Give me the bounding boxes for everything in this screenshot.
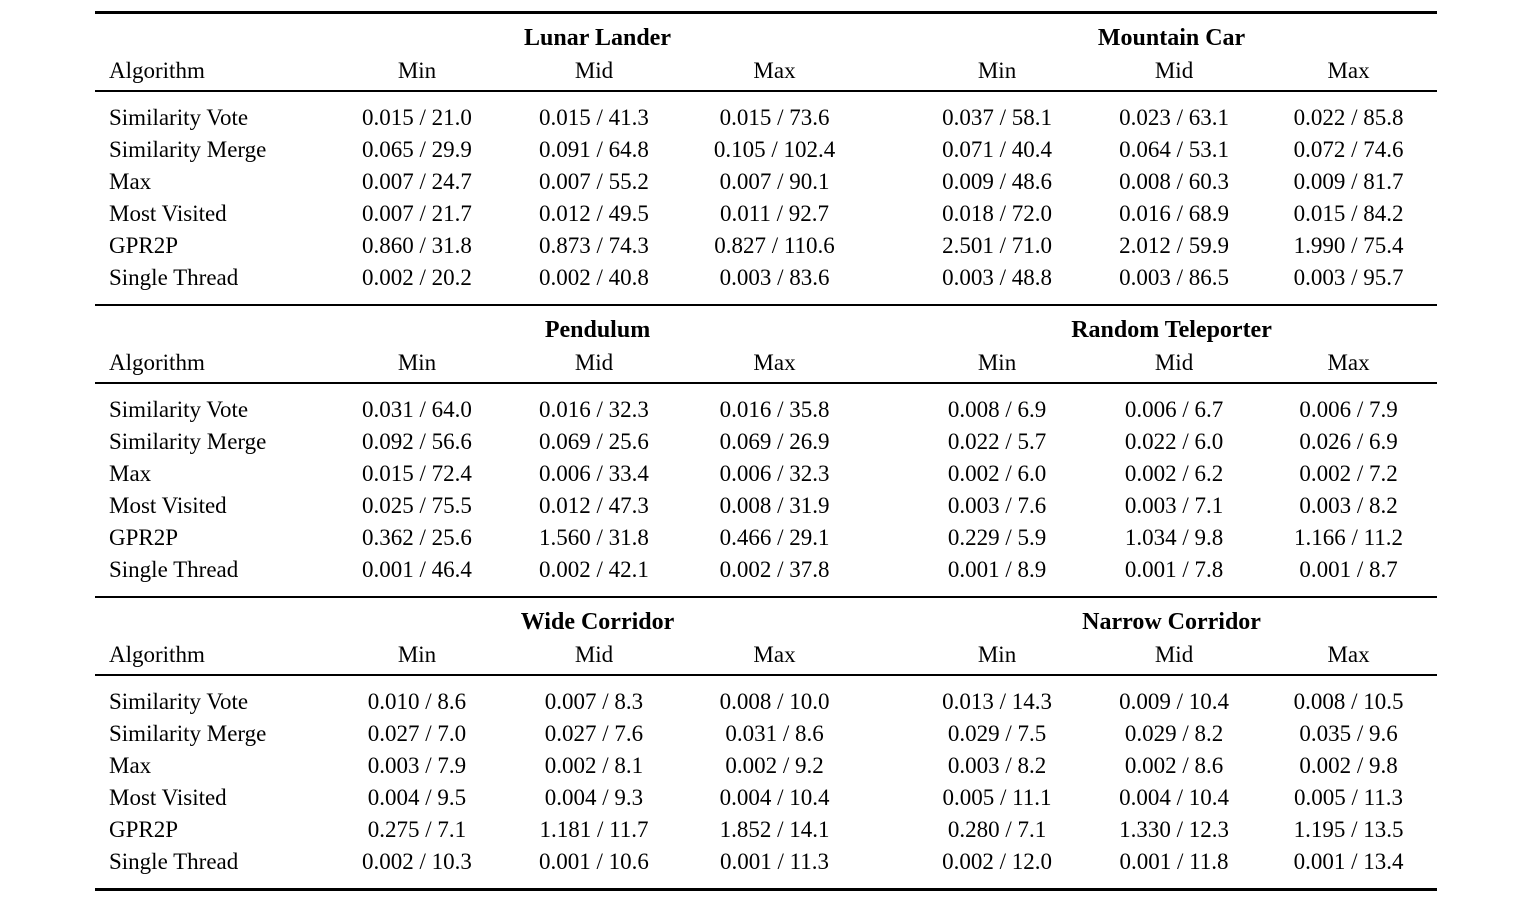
algorithm-name: Single Thread [109,557,239,582]
group-gap-cell [866,718,906,750]
value-cell-right-mid: 1.034 / 9.8 [1124,525,1224,550]
value-cell-left-mid: 0.015 / 41.3 [539,105,649,130]
value-cell-right-max: 0.015 / 84.2 [1293,201,1404,226]
value-cell-right-mid: 0.023 / 63.1 [1119,105,1229,130]
value-cell-right-max: 0.072 / 74.6 [1293,137,1404,162]
table-row [95,383,1437,426]
value-cell-right-max: 1.990 / 75.4 [1293,233,1404,258]
value-cell-left-mid: 0.012 / 47.3 [539,493,649,518]
column-header-min: Min [906,52,1088,91]
env-title-left: Wide Corridor [329,597,866,636]
value-cell-left-min: 0.065 / 29.9 [362,137,472,162]
group-gap-cell [866,305,906,344]
value-cell-right-mid: 0.004 / 10.4 [1119,785,1229,810]
algorithm-name: Similarity Merge [109,429,267,454]
value-cell-left-max: 0.827 / 110.6 [714,233,835,258]
value-cell-right-mid: 0.008 / 60.3 [1119,169,1229,194]
group-gap-cell [866,846,906,890]
group-gap-cell [866,166,906,198]
value-cell-right-max: 1.195 / 13.5 [1293,817,1404,842]
value-cell-right-min: 0.022 / 5.7 [947,429,1047,454]
value-cell-right-mid: 0.002 / 6.2 [1124,461,1224,486]
env-title-right: Narrow Corridor [906,597,1437,636]
column-header-min: Min [906,344,1088,383]
value-cell-left-max: 0.001 / 11.3 [683,846,866,890]
value-cell-left-max: 0.008 / 31.9 [719,493,830,518]
table-row [95,91,1437,134]
value-cell-left-min: 0.031 / 64.0 [362,397,472,422]
value-cell-right-min: 2.501 / 71.0 [942,233,1052,258]
group-gap-cell [866,636,906,675]
value-cell-left-min: 0.003 / 7.9 [367,753,467,778]
group-gap-cell [866,458,906,490]
column-header-max: Max [683,636,866,675]
value-cell-right-mid: 2.012 / 59.9 [1119,233,1229,258]
column-header-row [95,52,1437,91]
value-cell-left-mid: 1.181 / 11.7 [539,817,649,842]
value-cell-right-mid: 1.330 / 12.3 [1119,817,1229,842]
value-cell-right-min: 0.001 / 8.9 [947,557,1047,582]
group-gap-cell [866,490,906,522]
value-cell-right-min: 0.003 / 7.6 [947,493,1047,518]
value-cell-left-min: 0.007 / 24.7 [362,169,472,194]
value-cell-left-mid: 0.027 / 7.6 [544,721,644,746]
value-cell-right-min: 0.003 / 48.8 [942,265,1052,290]
value-cell-right-mid: 0.064 / 53.1 [1119,137,1229,162]
value-cell-left-min: 0.015 / 72.4 [362,461,472,486]
value-cell-left-mid: 0.873 / 74.3 [539,233,649,258]
column-header-max: Max [1260,636,1437,675]
table-row [95,718,1437,750]
column-header-mid: Mid [505,344,683,383]
value-cell-left-max: 1.852 / 14.1 [719,817,830,842]
value-cell-right-max: 0.003 / 95.7 [1293,265,1404,290]
value-cell-right-mid: 0.009 / 10.4 [1119,689,1229,714]
value-cell-right-max: 0.022 / 85.8 [1293,105,1404,130]
value-cell-left-max: 0.006 / 32.3 [719,461,830,486]
column-header-max: Max [1260,52,1437,91]
results-table-body [95,13,1437,890]
env-title-right: Random Teleporter [906,305,1437,344]
group-gap-cell [866,814,906,846]
group-gap-cell [866,13,906,53]
column-header-row [95,344,1437,383]
algorithm-name: Single Thread [109,265,239,290]
value-cell-left-min: 0.001 / 46.4 [362,557,472,582]
algorithm-name: Similarity Vote [109,105,249,130]
value-cell-left-min: 0.860 / 31.8 [362,233,472,258]
value-cell-right-max: 0.002 / 7.2 [1299,461,1398,486]
group-gap-cell [866,597,906,636]
algorithm-name: Most Visited [109,201,227,226]
table-row [95,230,1437,262]
value-cell-left-max: 0.002 / 37.8 [719,557,830,582]
algorithm-name: GPR2P [109,525,179,550]
value-cell-right-mid: 0.002 / 8.6 [1124,753,1224,778]
table-row [95,134,1437,166]
value-cell-right-min: 0.002 / 6.0 [947,461,1047,486]
algorithm-name: Max [109,169,152,194]
value-cell-right-mid: 0.003 / 7.1 [1124,493,1224,518]
column-header-algorithm: Algorithm [95,52,329,91]
value-cell-right-max: 0.001 / 8.7 [1299,557,1398,582]
algorithm-name: Similarity Merge [109,137,267,162]
group-gap-cell [866,198,906,230]
value-cell-right-mid: 0.016 / 68.9 [1119,201,1229,226]
value-cell-right-min: 0.005 / 11.1 [942,785,1052,810]
table-row [95,458,1437,490]
value-cell-right-min: 0.029 / 7.5 [947,721,1047,746]
value-cell-right-min: 0.002 / 12.0 [906,846,1088,890]
group-gap-cell [866,230,906,262]
value-cell-left-mid: 1.560 / 31.8 [539,525,649,550]
algorithm-name: GPR2P [109,817,179,842]
value-cell-left-max: 0.007 / 90.1 [719,169,830,194]
value-cell-right-max: 0.009 / 81.7 [1293,169,1404,194]
table-row [95,782,1437,814]
value-cell-right-max: 0.008 / 10.5 [1293,689,1404,714]
group-gap-cell [866,750,906,782]
value-cell-left-min: 0.015 / 21.0 [362,105,472,130]
column-header-max: Max [683,52,866,91]
table-row [95,814,1437,846]
group-gap-cell [866,344,906,383]
table-row [95,675,1437,718]
value-cell-left-max: 0.105 / 102.4 [713,137,836,162]
value-cell-right-mid: 0.001 / 11.8 [1088,846,1260,890]
value-cell-right-max: 0.001 / 13.4 [1260,846,1437,890]
table-row [95,522,1437,554]
group-gap-cell [866,52,906,91]
env-title-row [95,305,1437,344]
table-row [95,166,1437,198]
value-cell-left-max: 0.016 / 35.8 [719,397,830,422]
group-gap-cell [866,134,906,166]
value-cell-left-mid: 0.016 / 32.3 [539,397,649,422]
value-cell-left-max: 0.466 / 29.1 [719,525,830,550]
group-gap-cell [866,91,906,134]
value-cell-left-mid: 0.004 / 9.3 [544,785,644,810]
value-cell-right-max: 0.006 / 7.9 [1299,397,1398,422]
value-cell-left-mid: 0.091 / 64.8 [539,137,649,162]
value-cell-right-min: 0.037 / 58.1 [942,105,1052,130]
value-cell-left-mid: 0.012 / 49.5 [539,201,649,226]
value-cell-left-max: 0.031 / 8.6 [725,721,824,746]
table-row [95,554,1437,597]
column-header-mid: Mid [1088,636,1260,675]
value-cell-left-min: 0.275 / 7.1 [367,817,467,842]
value-cell-left-min: 0.362 / 25.6 [362,525,472,550]
value-cell-right-max: 0.002 / 9.8 [1299,753,1398,778]
value-cell-left-max: 0.069 / 26.9 [719,429,830,454]
env-spacer-cell [95,13,329,53]
env-title-row [95,13,1437,53]
value-cell-left-min: 0.092 / 56.6 [362,429,472,454]
table-row [95,750,1437,782]
column-header-min: Min [329,344,505,383]
group-gap-cell [866,675,906,718]
value-cell-left-mid: 0.006 / 33.4 [539,461,649,486]
group-gap-cell [866,782,906,814]
value-cell-right-max: 0.003 / 8.2 [1299,493,1398,518]
algorithm-name: Most Visited [109,493,227,518]
env-title-row [95,597,1437,636]
column-header-algorithm: Algorithm [95,636,329,675]
value-cell-left-mid: 0.002 / 42.1 [539,557,649,582]
value-cell-left-max: 0.003 / 83.6 [719,265,830,290]
env-spacer-cell [95,597,329,636]
algorithm-name: Similarity Vote [109,397,249,422]
column-header-min: Min [329,636,505,675]
value-cell-right-min: 0.003 / 8.2 [947,753,1047,778]
value-cell-right-min: 0.013 / 14.3 [942,689,1052,714]
value-cell-left-mid: 0.069 / 25.6 [539,429,649,454]
value-cell-right-min: 0.009 / 48.6 [942,169,1052,194]
value-cell-right-mid: 0.006 / 6.7 [1124,397,1224,422]
env-title-right: Mountain Car [906,13,1437,53]
value-cell-right-min: 0.229 / 5.9 [947,525,1047,550]
table-row [95,490,1437,522]
value-cell-right-max: 0.026 / 6.9 [1299,429,1398,454]
table-row [95,262,1437,305]
column-header-mid: Mid [505,52,683,91]
value-cell-left-min: 0.007 / 21.7 [362,201,472,226]
value-cell-right-min: 0.008 / 6.9 [947,397,1047,422]
value-cell-right-min: 0.018 / 72.0 [942,201,1052,226]
column-header-row [95,636,1437,675]
value-cell-left-mid: 0.002 / 40.8 [539,265,649,290]
value-cell-right-mid: 0.022 / 6.0 [1124,429,1224,454]
value-cell-left-max: 0.011 / 92.7 [719,201,830,226]
value-cell-left-max: 0.004 / 10.4 [719,785,830,810]
algorithm-name: GPR2P [109,233,179,258]
value-cell-left-min: 0.027 / 7.0 [367,721,467,746]
value-cell-left-max: 0.015 / 73.6 [719,105,830,130]
value-cell-left-min: 0.025 / 75.5 [362,493,472,518]
column-header-min: Min [906,636,1088,675]
column-header-max: Max [683,344,866,383]
algorithm-name: Similarity Vote [109,689,249,714]
value-cell-right-mid: 0.003 / 86.5 [1119,265,1229,290]
column-header-mid: Mid [1088,52,1260,91]
algorithm-name: Most Visited [109,785,227,810]
value-cell-left-mid: 0.007 / 55.2 [539,169,649,194]
results-table [95,11,1437,891]
algorithm-name: Similarity Merge [109,721,267,746]
env-spacer-cell [95,305,329,344]
algorithm-name: Max [109,461,152,486]
algorithm-name: Single Thread [95,846,329,890]
value-cell-left-min: 0.010 / 8.6 [367,689,467,714]
table-row [95,198,1437,230]
value-cell-right-max: 0.005 / 11.3 [1294,785,1404,810]
table-row [95,846,1437,890]
column-header-mid: Mid [1088,344,1260,383]
algorithm-name: Max [109,753,152,778]
value-cell-left-mid: 0.007 / 8.3 [544,689,644,714]
value-cell-right-max: 1.166 / 11.2 [1294,525,1404,550]
value-cell-right-mid: 0.029 / 8.2 [1124,721,1224,746]
value-cell-right-min: 0.071 / 40.4 [942,137,1052,162]
column-header-mid: Mid [505,636,683,675]
group-gap-cell [866,554,906,597]
value-cell-left-mid: 0.001 / 10.6 [505,846,683,890]
group-gap-cell [866,522,906,554]
table-row [95,426,1437,458]
group-gap-cell [866,262,906,305]
value-cell-left-max: 0.002 / 9.2 [725,753,824,778]
value-cell-left-max: 0.008 / 10.0 [719,689,830,714]
value-cell-right-mid: 0.001 / 7.8 [1124,557,1224,582]
value-cell-left-min: 0.002 / 20.2 [362,265,472,290]
value-cell-left-min: 0.004 / 9.5 [367,785,467,810]
value-cell-left-min: 0.002 / 10.3 [329,846,505,890]
value-cell-left-mid: 0.002 / 8.1 [544,753,644,778]
group-gap-cell [866,426,906,458]
value-cell-right-min: 0.280 / 7.1 [947,817,1047,842]
env-title-left: Pendulum [329,305,866,344]
column-header-max: Max [1260,344,1437,383]
column-header-algorithm: Algorithm [95,344,329,383]
group-gap-cell [866,383,906,426]
env-title-left: Lunar Lander [329,13,866,53]
column-header-min: Min [329,52,505,91]
value-cell-right-max: 0.035 / 9.6 [1299,721,1398,746]
